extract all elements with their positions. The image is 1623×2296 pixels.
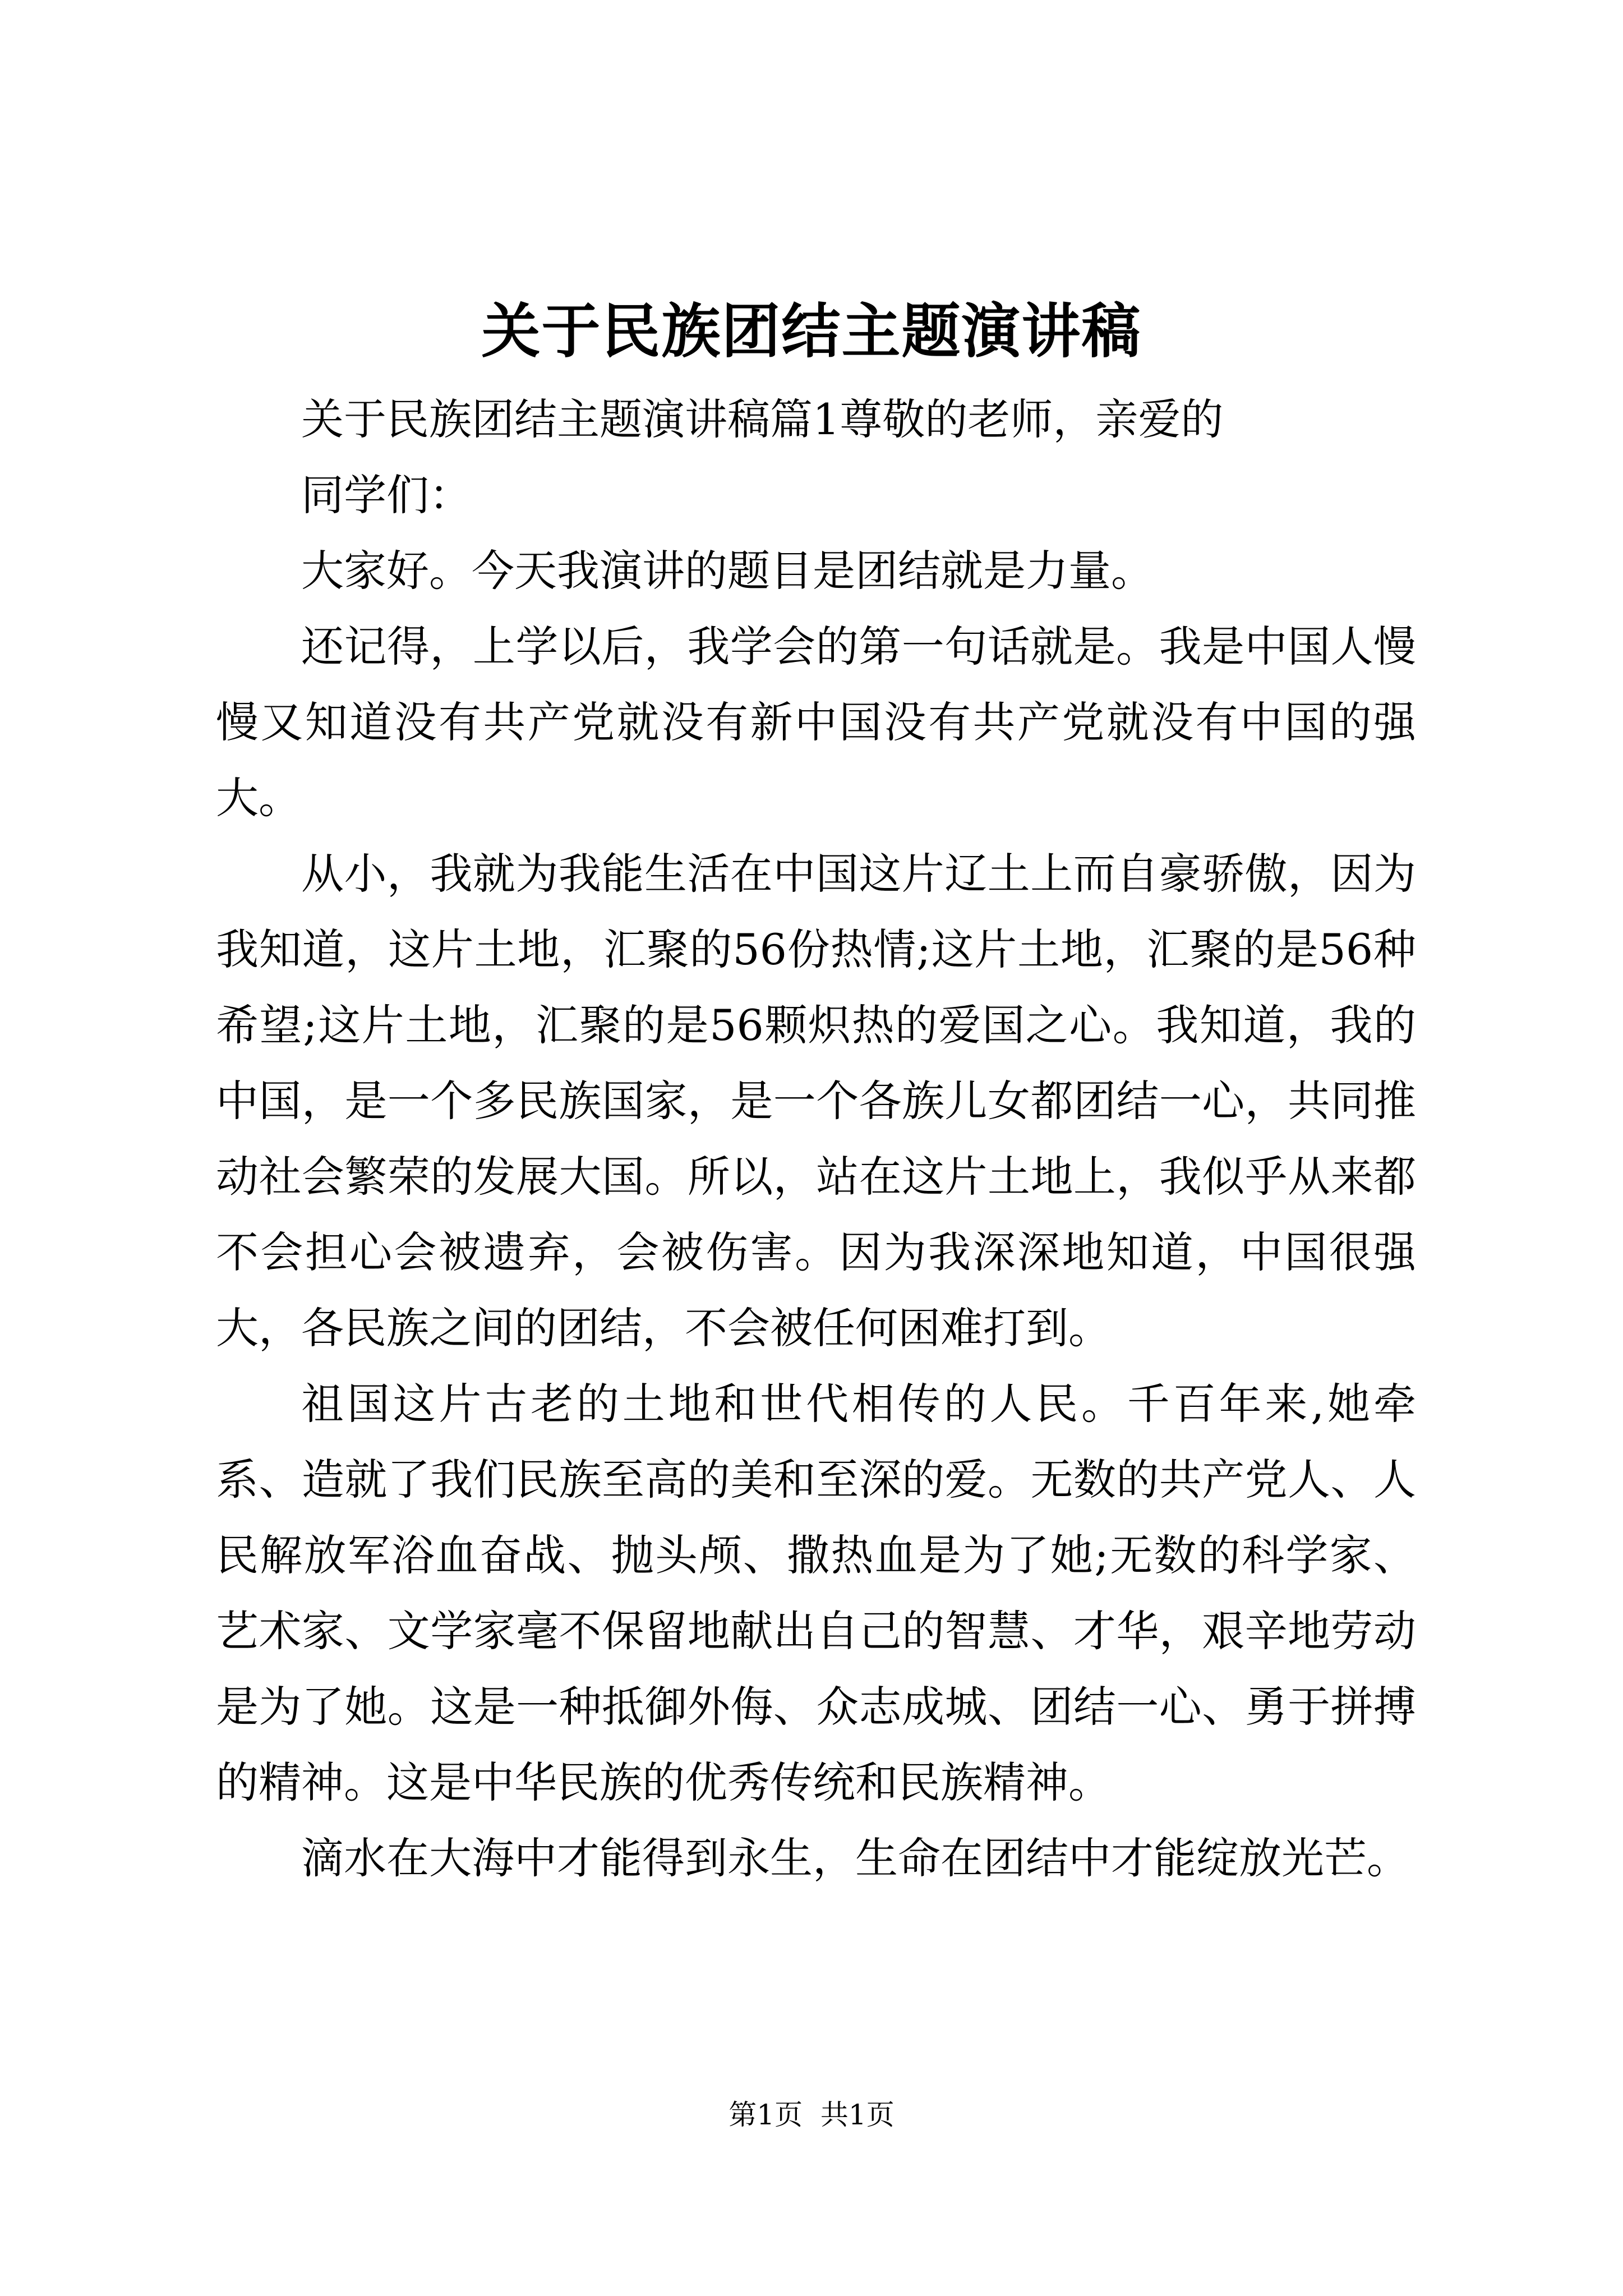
document-title: 关于民族团结主题演讲稿 bbox=[481, 296, 1142, 366]
paragraph-6: 祖国这片古老的土地和世代相传的人民。千百年来,她牵系、造就了我们民族至高的美和至深的爱。无数的共产党人、人民解放军浴血奋战、抛头颅、撒热血是为了她;无数的科学家、艺术家、文学家毫不保留地献出自己的智慧、才华，艰辛地劳动是为了她。这是一种抵御外侮、众志成城、团结一心、勇于拼搏的精神。这是中华民族的优秀传统和民族精神。 bbox=[216, 1379, 1416, 1807]
paragraph-3: 大家好。今天我演讲的题目是团结就是力量。 bbox=[301, 546, 1154, 596]
paragraph-7: 滴水在大海中才能得到永生，生命在团结中才能绽放光芒。 bbox=[301, 1833, 1409, 1883]
paragraph-5: 从小，我就为我能生活在中国这片辽土上而自豪骄傲，因为我知道，这片土地，汇聚的56份热情;这片土地，汇聚的是56种希望;这片土地，汇聚的是56颗炽热的爱国之心。我知道，我的中国，是一个多民族国家，是一个各族儿女都团结一心，共同推动社会繁荣的发展大国。所以，站在这片土地上，我似乎从来都不会担心会被遗弃，会被伤害。因为我深深地知道，中国很强大，各民族之间的团结，不会被任何困难打到。 bbox=[216, 849, 1416, 1353]
paragraph-2: 同学们： bbox=[301, 470, 472, 520]
page-footer: 第1页 共1页 bbox=[728, 2099, 895, 2131]
document-body bbox=[216, 381, 1416, 1896]
paragraph-1: 关于民族团结主题演讲稿篇1尊敬的老师，亲爱的 bbox=[301, 394, 1224, 444]
paragraph-4: 还记得，上学以后，我学会的第一句话就是。我是中国人慢慢又知道没有共产党就没有新中国没有共产党就没有中国的强大。 bbox=[216, 622, 1416, 823]
